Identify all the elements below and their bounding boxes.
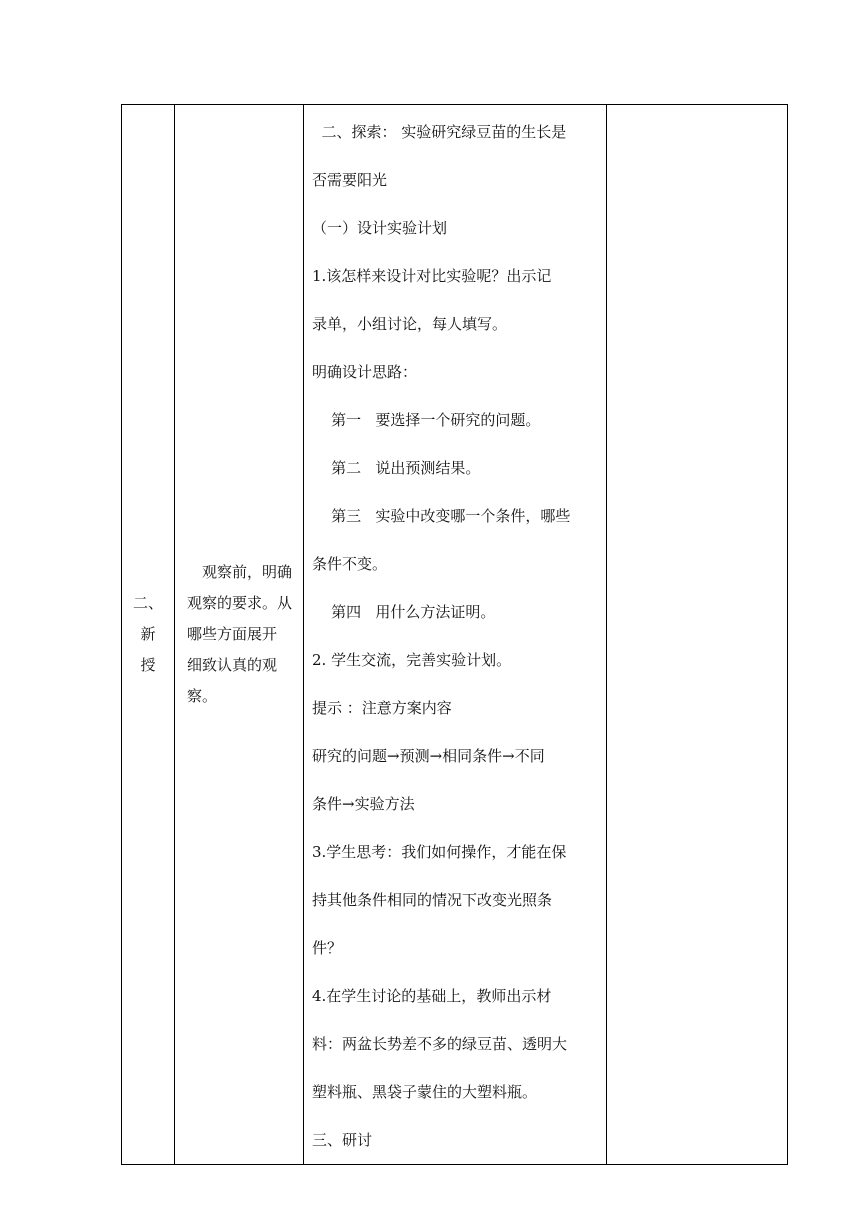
process-cell xyxy=(304,105,607,1165)
process-line: 1.该怎样来设计对比实验呢？出示记 xyxy=(312,267,552,285)
process-line: 三、研讨 xyxy=(312,1131,373,1149)
process-line: 明确设计思路： xyxy=(312,363,418,381)
process-line: 2. 学生交流，完善实验计划。 xyxy=(312,651,512,669)
goal-line: 观察的要求。从 xyxy=(187,594,293,612)
stage-label-3: 授 xyxy=(140,656,156,674)
goal-cell xyxy=(175,105,304,1165)
process-line: 件？ xyxy=(312,939,343,957)
process-line: 第二 说出预测结果。 xyxy=(312,459,481,477)
process-line: 条件不变。 xyxy=(312,555,388,573)
process-line: 提示 ：注意方案内容 xyxy=(312,699,452,717)
stage-label-1: 二、 xyxy=(132,594,163,612)
process-line: 二、探索： 实验研究绿豆苗的生长是 xyxy=(312,123,567,141)
process-line: （一）设计实验计划 xyxy=(312,219,448,237)
table-row xyxy=(122,105,788,1165)
process-text xyxy=(304,105,606,1164)
lesson-plan-table xyxy=(121,104,788,1165)
process-line: 料：两盆长势差不多的绿豆苗、透明大 xyxy=(312,1035,568,1053)
process-line: 4.在学生讨论的基础上，教师出示材 xyxy=(312,987,552,1005)
process-line: 第四 用什么方法证明。 xyxy=(312,603,496,621)
process-line: 研究的问题→预测→相同条件→不同 xyxy=(312,747,545,765)
process-line: 条件→实验方法 xyxy=(312,795,415,813)
process-line: 否需要阳光 xyxy=(312,171,388,189)
notes-cell xyxy=(607,105,788,1165)
stage-cell xyxy=(122,105,175,1165)
process-line: 持其他条件相同的情况下改变光照条 xyxy=(312,891,553,909)
goal-line: 细致认真的观 xyxy=(187,656,278,674)
process-line: 3.学生思考：我们如何操作，才能在保 xyxy=(312,843,567,861)
goal-line: 观察前，明确 xyxy=(202,563,293,581)
process-line: 塑料瓶、黑袋子蒙住的大塑料瓶。 xyxy=(312,1083,538,1101)
goal-line: 察。 xyxy=(187,687,218,705)
goal-line: 哪些方面展开 xyxy=(187,625,278,643)
stage-label-2: 新 xyxy=(140,625,156,643)
goal-text xyxy=(175,557,303,712)
process-line: 第一 要选择一个研究的问题。 xyxy=(312,411,541,429)
process-line: 第三 实验中改变哪一个条件，哪些 xyxy=(312,507,571,525)
process-line: 录单，小组讨论，每人填写。 xyxy=(312,315,508,333)
